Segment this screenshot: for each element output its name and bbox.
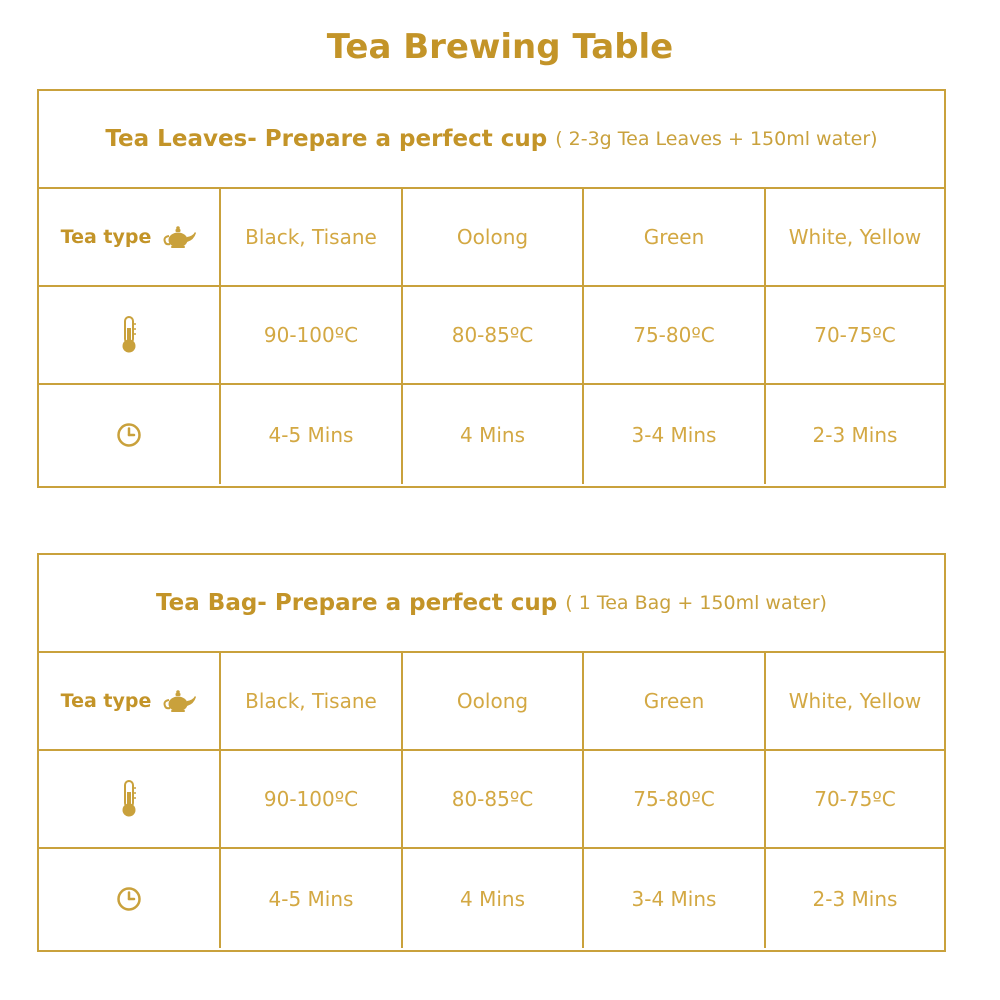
time-label-cell [39,849,221,948]
thermometer-icon [120,780,138,818]
teapot-icon [163,225,197,249]
page-title: Tea Brewing Table [326,27,674,67]
time-cell: 4-5 Mins [221,849,403,948]
tea-type-cell: Green [584,189,766,285]
time-cell: 2-3 Mins [812,422,898,447]
temperature-cell: 75-80ºC [584,287,766,383]
time-cell: 3-4 Mins [584,849,766,948]
tea-type-row [39,653,944,751]
tea-type-cell: Oolong [403,653,584,749]
time-row [39,385,944,484]
tea-type-cell: Green [584,653,766,749]
temperature-cell: 80-85ºC [403,287,584,383]
table-title: Tea Leaves- Prepare a perfect cup [105,126,548,152]
tea-type-label-cell [39,189,221,285]
temperature-row [39,287,944,385]
temperature-label-cell [39,751,221,847]
time-cell: 3-4 Mins [584,385,766,484]
tea-leaves-table [37,89,946,488]
table-title: Tea Bag- Prepare a perfect cup [156,590,558,616]
tea-type-cell: White, Yellow [788,689,922,713]
temperature-cell: 70-75ºC [814,323,896,347]
time-cell: 2-3 Mins [812,886,898,911]
tea-type-label-cell [39,653,221,749]
clock-icon [116,886,142,912]
teapot-icon [163,689,197,713]
table-note: ( 2-3g Tea Leaves + 150ml water) [555,128,878,150]
table-header [39,91,944,189]
tea-type-cell: Oolong [403,189,584,285]
table-note: ( 1 Tea Bag + 150ml water) [565,592,827,614]
table-header [39,555,944,653]
tea-type-cell: Black, Tisane [221,653,403,749]
temperature-cell: 80-85ºC [403,751,584,847]
temperature-cell: 70-75ºC [814,787,896,811]
tea-type-label: Tea type [60,690,152,712]
tea-type-label: Tea type [60,226,152,248]
tea-type-row [39,189,944,287]
tea-type-cell: White, Yellow [788,225,922,249]
temperature-cell: 90-100ºC [221,751,403,847]
time-cell: 4 Mins [403,385,584,484]
clock-icon [116,422,142,448]
tea-bag-table [37,553,946,952]
tea-type-cell: Black, Tisane [221,189,403,285]
time-cell: 4-5 Mins [221,385,403,484]
temperature-label-cell [39,287,221,383]
temperature-cell: 90-100ºC [221,287,403,383]
temperature-cell: 75-80ºC [584,751,766,847]
time-label-cell [39,385,221,484]
time-cell: 4 Mins [403,849,584,948]
temperature-row [39,751,944,849]
time-row [39,849,944,948]
thermometer-icon [120,316,138,354]
